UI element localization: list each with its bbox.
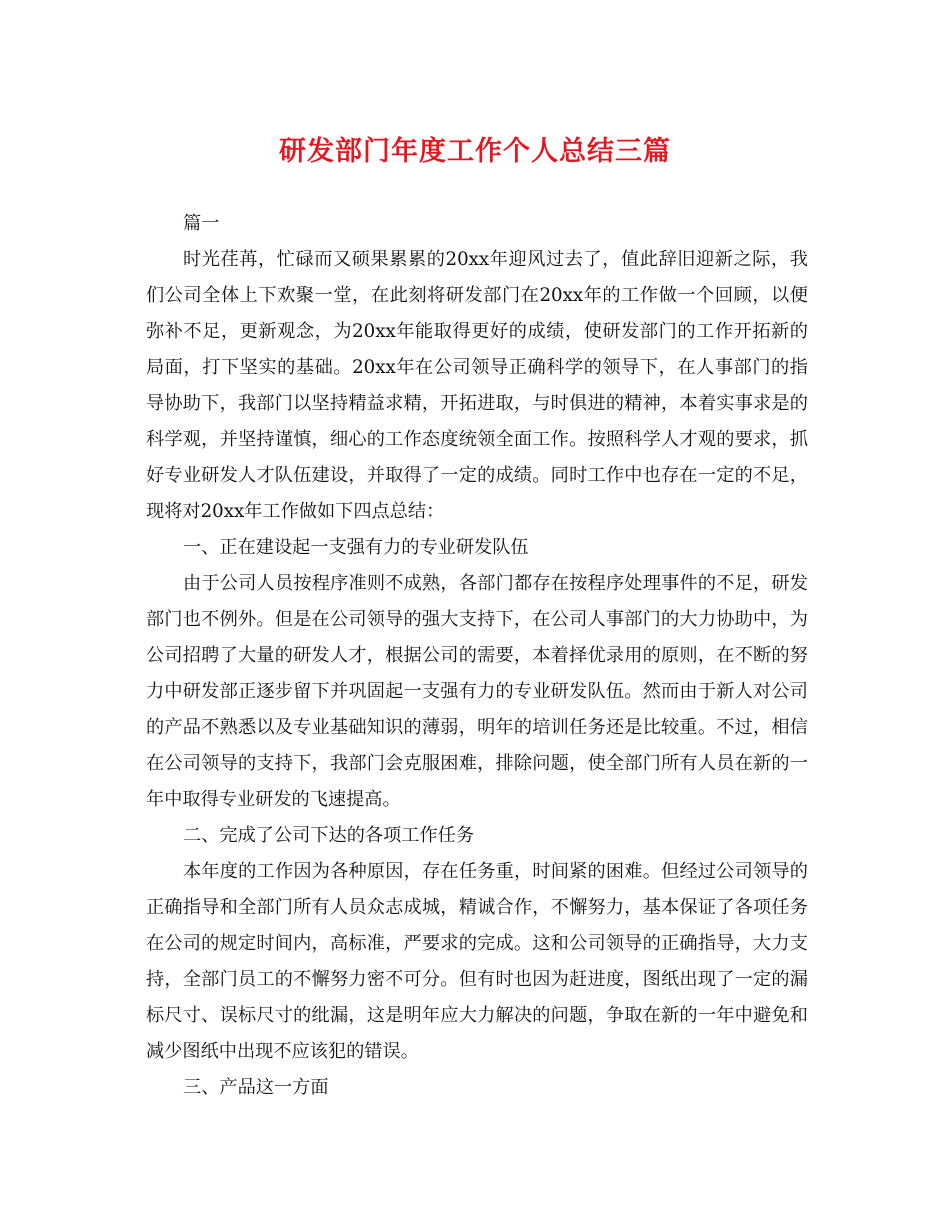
intro-paragraph: 时光荏苒，忙碌而又硕果累累的20xx年迎风过去了，值此辞旧迎新之际，我们公司全体上下欢聚一堂，在此刻将研发部门在20xx年的工作做一个回顾，以便弥补不足，更新观念，为20xx年能取得更好的成绩，使研发部门的工作开拓新的局面，打下坚实的基础。20xx年在公司领导正确科学的领导下，在人事部门的指导协助下，我部门以坚持精益求精，开拓进取，与时俱进的精神，本着实事求是的科学观，并坚持谨慎，细心的工作态度统领全面工作。按照科学人才观的要求，抓好专业研发人才队伍建设，并取得了一定的成绩。同时工作中也存在一定的不足，现将对20xx年工作做如下四点总结：: [146, 249, 808, 522]
paragraph-1: 由于公司人员按程序准则不成熟，各部门都存在按程序处理事件的不足，研发部门也不例外。但是在公司领导的强大支持下，在公司人事部门的大力协助中，为公司招聘了大量的研发人才，根据公司的需要，本着择优录用的原则，在不断的努力中研发部正逐步留下并巩固起一支强有力的专业研发队伍。然而由于新人对公司的产品不熟悉以及专业基础知识的薄弱，明年的培训任务还是比较重。不过，相信在公司领导的支持下，我部门会克服困难，排除问题，使全部门所有人员在新的一年中取得专业研发的飞速提高。: [146, 573, 808, 810]
heading-3: 三、产品这一方面: [183, 1077, 329, 1098]
document-body: [146, 206, 808, 1106]
section-label: 篇一: [183, 213, 220, 234]
document-title: 研发部门年度工作个人总结三篇: [279, 136, 671, 167]
paragraph-2: 本年度的工作因为各种原因，存在任务重，时间紧的困难。但经过公司领导的正确指导和全部门所有人员众志成城，精诚合作，不懈努力，基本保证了各项任务在公司的规定时间内，高标准，严要求的完成。这和公司领导的正确指导，大力支持，全部门员工的不懈努力密不可分。但有时也因为赶进度，图纸出现了一定的漏标尺寸、误标尺寸的纰漏，这是明年应大力解决的问题，争取在新的一年中避免和减少图纸中出现不应该犯的错误。: [146, 861, 808, 1062]
heading-1: 一、正在建设起一支强有力的专业研发队伍: [183, 537, 529, 558]
heading-2: 二、完成了公司下达的各项工作任务: [183, 825, 475, 846]
